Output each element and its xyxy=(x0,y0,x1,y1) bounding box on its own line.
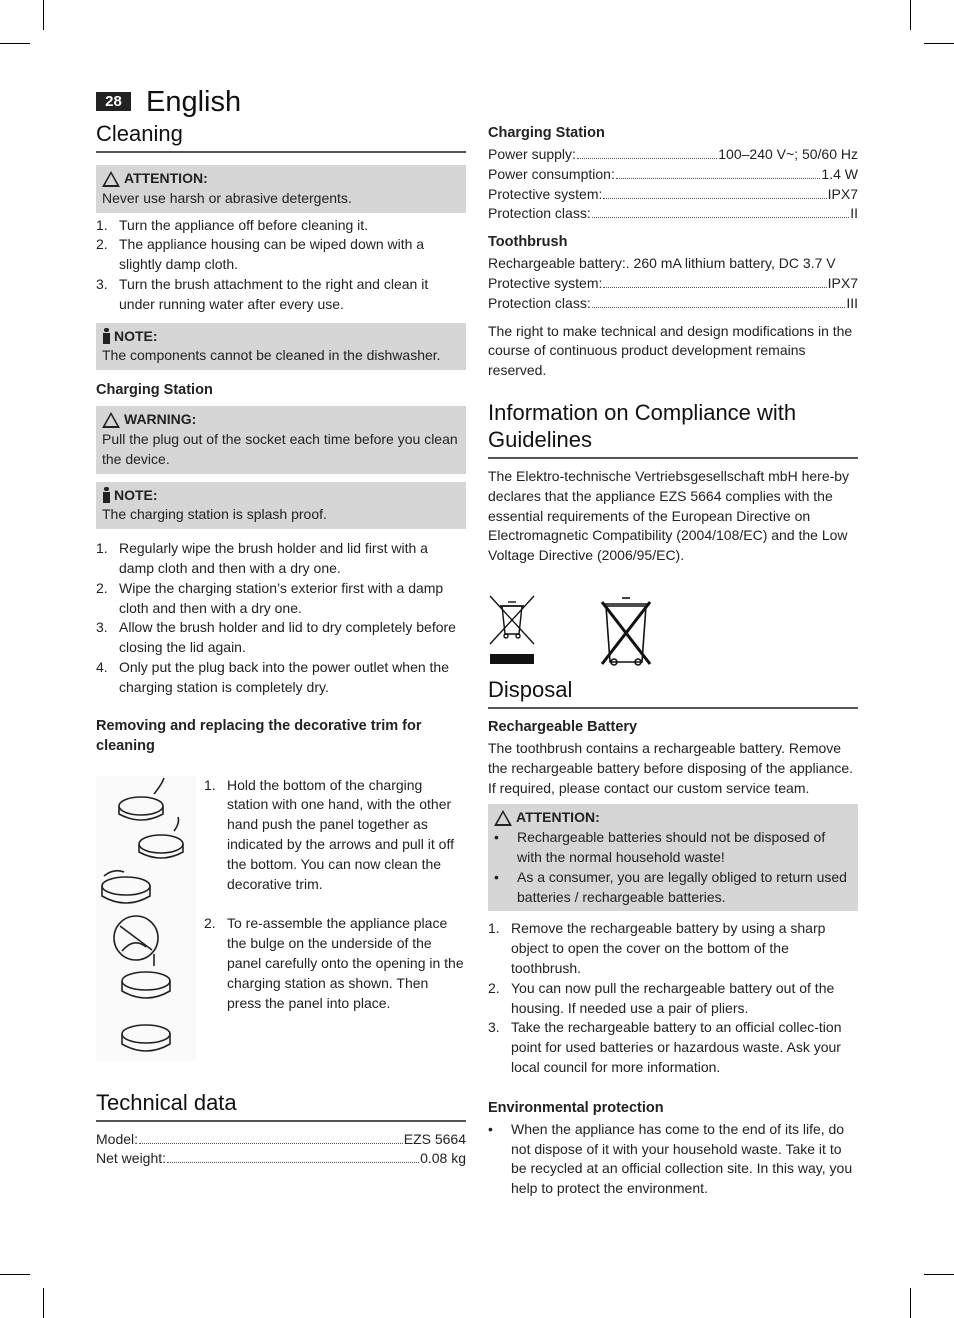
spec-row: Protection class: II xyxy=(488,205,858,222)
compliance-text: The Elektro-technische Vertriebsgesellschaft mbH here-by declares that the appliance EZS 5664 complies with the essential requirements of the European Directive on Electromagnetic Compatibility (2004/108/EC) and the Low Voltage Directive (2006/95/EC). xyxy=(488,467,850,564)
battery-text: The toothbrush contains a rechargeable battery. Remove the rechargeable battery before disposing of the appliance. If required, please contact our custom service team. xyxy=(488,739,854,796)
warning-triangle-icon xyxy=(494,810,512,826)
list-item: • As a consumer, you are legally obliged to return used batteries / rechargeable batteries. xyxy=(494,868,847,905)
right-column xyxy=(488,123,858,1199)
rechargeable-battery-heading: Rechargeable Battery xyxy=(488,718,638,735)
list-item: • Rechargeable batteries should not be disposed of with the normal household waste! xyxy=(494,829,826,865)
left-column xyxy=(96,120,466,1169)
spec-row: Power supply: 100–240 V~; 50/60 Hz xyxy=(488,146,858,162)
attention-list xyxy=(494,828,852,907)
weee-symbols xyxy=(488,594,858,672)
environment-list xyxy=(488,1120,858,1199)
disposal-attention-box xyxy=(488,804,858,911)
spec-row: Net weight: 0.08 kg xyxy=(96,1150,466,1167)
warning-label: WARNING: xyxy=(124,411,197,428)
charging-station-steps xyxy=(96,539,466,697)
cleaning-heading: Cleaning xyxy=(96,120,466,153)
crop-mark xyxy=(43,1288,44,1318)
list-item: 2. The appliance housing can be wiped down with a slightly damp cloth. xyxy=(96,236,425,273)
attention-label: ATTENTION: xyxy=(124,170,208,186)
disposal-heading: Disposal xyxy=(488,676,858,709)
page-language-title: English xyxy=(146,86,242,118)
compliance-heading: Information on Compliance with Guidelines xyxy=(488,399,858,459)
info-icon xyxy=(102,487,110,503)
spec-row: Power consumption: 1.4 W xyxy=(488,165,858,182)
spec-row: Protection class: III xyxy=(488,294,858,311)
warning-text: Pull the plug out of the socket each time before you clean the device. xyxy=(102,430,458,467)
list-item: 2. Wipe the charging station’s exterior first with a damp cloth and then with a dry one. xyxy=(96,579,444,616)
charging-station-illustration xyxy=(96,776,196,1061)
toothbrush-spec-heading: Toothbrush xyxy=(488,234,568,251)
crossed-bin-battery-icon xyxy=(488,594,536,668)
spec-row: Protective system: IPX7 xyxy=(488,185,858,202)
crop-mark xyxy=(43,0,44,30)
list-item: 2. To re-assemble the appliance place the bulge on the underside of the panel carefully onto the opening in the charging station as shown. Then press the panel into place. xyxy=(204,915,464,1011)
crop-mark xyxy=(924,1274,954,1275)
environmental-protection-heading: Environmental protection xyxy=(488,1099,664,1116)
page-number: 28 xyxy=(96,92,131,111)
list-item: 1. Hold the bottom of the charging station with one hand, with the other hand push the panel together as indicated by the arrows and pull it off the bottom. You can now clean the decorative trim. xyxy=(204,776,454,892)
charging-station-cleaning-heading: Charging Station xyxy=(96,382,213,399)
note-text: The components cannot be cleaned in the dishwasher. xyxy=(102,347,441,364)
crop-mark xyxy=(910,1288,911,1318)
note-text: The charging station is splash proof. xyxy=(102,506,327,523)
list-item: 3. Turn the brush attachment to the right and clean it under running water after every use. xyxy=(96,275,429,312)
technical-general-specs xyxy=(96,1130,466,1170)
cleaning-attention-box xyxy=(96,165,466,213)
list-item: 1. Regularly wipe the brush holder and lid first with a damp cloth and then with a dry one. xyxy=(96,540,428,576)
spec-row: Protective system: IPX7 xyxy=(488,274,858,291)
technical-disclaimer: The right to make technical and design modifications in the course of continuous product development remains reserved. xyxy=(488,322,853,379)
info-icon xyxy=(102,328,110,344)
list-item: 1. Remove the rechargeable battery by using a sharp object to open the cover on the bottom of the toothbrush. xyxy=(488,920,826,976)
list-item: 3. Take the rechargeable battery to an official collec-tion point for used batteries or hazardous waste. Ask your local council for more information. xyxy=(488,1019,842,1075)
charging-note-box xyxy=(96,482,466,530)
charging-station-specs xyxy=(488,145,858,224)
list-item: • When the appliance has come to the end of its life, do not dispose of it with your household waste. Take it to be recycled at an official collection site. In this way, you help to protect the environment. xyxy=(488,1120,853,1197)
trim-steps xyxy=(204,776,466,1014)
crop-mark xyxy=(910,0,911,30)
warning-triangle-icon xyxy=(102,412,120,428)
list-item: 1. Turn the appliance off before cleaning it. xyxy=(96,216,369,233)
note-label: NOTE: xyxy=(114,327,158,344)
list-item: 2. You can now pull the rechargeable battery out of the housing. If needed use a pair of pliers. xyxy=(488,979,835,1016)
note-label: NOTE: xyxy=(114,486,158,503)
warning-triangle-icon xyxy=(102,171,120,187)
crop-mark xyxy=(924,43,954,44)
list-item: 3. Allow the brush holder and lid to dry completely before closing the lid again. xyxy=(96,619,456,656)
charging-station-spec-heading: Charging Station xyxy=(488,125,605,141)
technical-data-heading: Technical data xyxy=(96,1089,466,1122)
crossed-bin-icon xyxy=(596,594,656,668)
battery-removal-steps xyxy=(488,919,858,1077)
attention-text: Never use harsh or abrasive detergents. xyxy=(102,189,352,206)
spec-row: Model: EZS 5664 xyxy=(96,1130,466,1147)
spec-row: Rechargeable battery: . 260 mA lithium battery, DC 3.7 V xyxy=(488,255,836,272)
cleaning-note-box xyxy=(96,323,466,371)
trim-heading: Removing and replacing the decorative trim for cleaning xyxy=(96,717,422,754)
trim-figure-section xyxy=(96,776,466,1061)
charging-warning-box xyxy=(96,406,466,473)
attention-label: ATTENTION: xyxy=(516,809,600,826)
crop-mark xyxy=(0,43,30,44)
toothbrush-specs xyxy=(488,254,858,313)
cleaning-steps xyxy=(96,216,466,315)
crop-mark xyxy=(0,1274,30,1275)
list-item: 4. Only put the plug back into the power outlet when the charging station is completely dry. xyxy=(96,658,449,695)
